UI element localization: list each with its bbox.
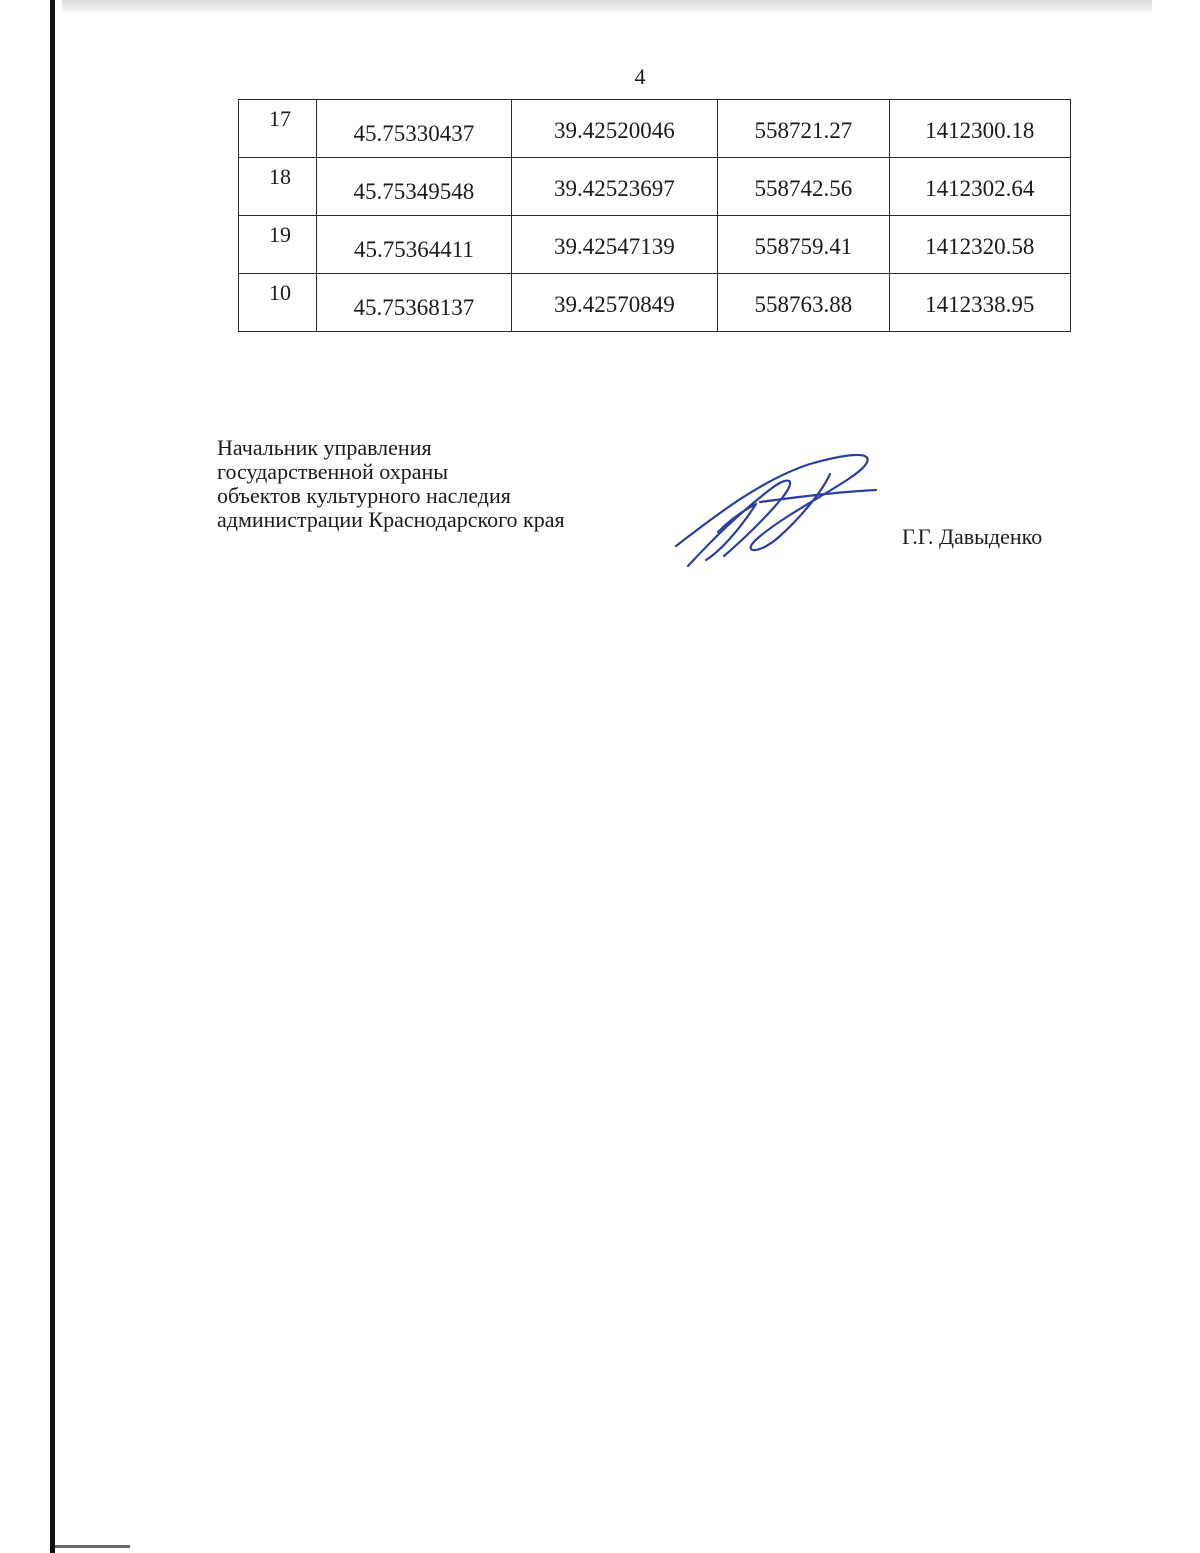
table-row [239, 274, 1071, 332]
x-coordinate-cell: 558763.88 [718, 274, 889, 332]
handwritten-signature [660, 440, 890, 580]
table-row [239, 158, 1071, 216]
y-coordinate-cell: 1412338.95 [889, 274, 1070, 332]
point-number: 18 [239, 158, 317, 216]
latitude-cell: 45.75368137 [317, 274, 511, 332]
x-coordinate-cell: 558742.56 [718, 158, 889, 216]
x-coordinate-cell: 558721.27 [718, 100, 889, 158]
scan-edge-bar [50, 0, 55, 1553]
latitude-cell: 45.75330437 [317, 100, 511, 158]
point-number: 10 [239, 274, 317, 332]
page-number: 4 [634, 64, 646, 89]
scan-bottom-mark [55, 1545, 130, 1548]
table-row [239, 216, 1071, 274]
table-row [239, 100, 1071, 158]
latitude-cell: 45.75349548 [317, 158, 511, 216]
signer-name: Г.Г. Давыденко [902, 524, 1043, 549]
longitude-cell: 39.42570849 [511, 274, 717, 332]
coordinates-table [238, 99, 1071, 332]
position-line: Начальник управления [217, 435, 432, 460]
longitude-cell: 39.42523697 [511, 158, 717, 216]
position-line: государственной охраны [217, 459, 449, 484]
y-coordinate-cell: 1412302.64 [889, 158, 1070, 216]
x-coordinate-cell: 558759.41 [718, 216, 889, 274]
scan-top-band [62, 0, 1152, 14]
y-coordinate-cell: 1412320.58 [889, 216, 1070, 274]
longitude-cell: 39.42547139 [511, 216, 717, 274]
point-number: 19 [239, 216, 317, 274]
point-number: 17 [239, 100, 317, 158]
longitude-cell: 39.42520046 [511, 100, 717, 158]
position-line: объектов культурного наследия [217, 483, 511, 508]
signatory-position [217, 436, 565, 532]
latitude-cell: 45.75364411 [317, 216, 511, 274]
y-coordinate-cell: 1412300.18 [889, 100, 1070, 158]
position-line: администрации Краснодарского края [217, 507, 565, 532]
